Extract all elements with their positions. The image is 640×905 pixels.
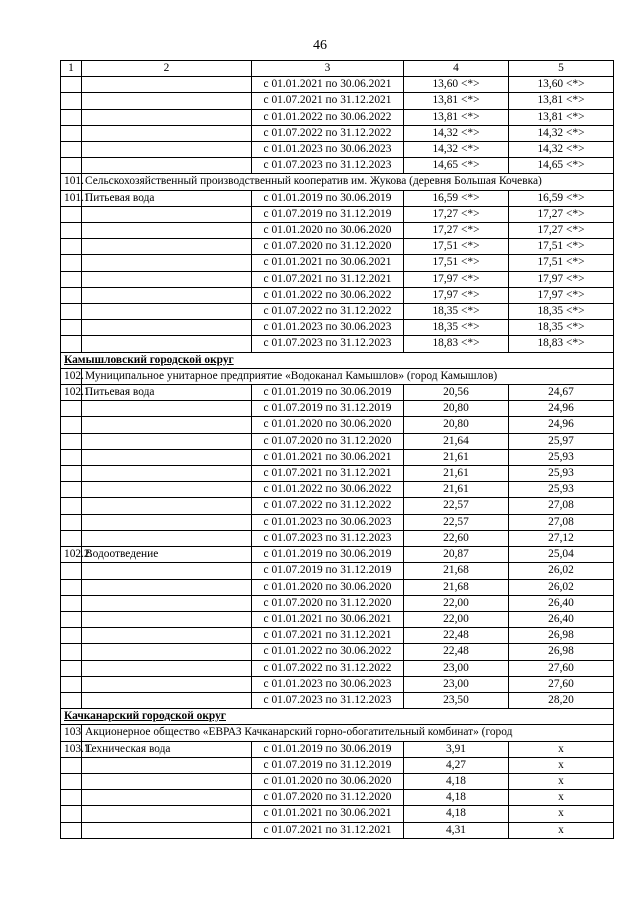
period-cell: с 01.01.2019 по 30.06.2019 <box>252 741 404 757</box>
table-row <box>61 692 614 708</box>
service-name: Питьевая вода <box>82 190 252 206</box>
org-number: 101. <box>61 174 82 190</box>
item-number <box>61 773 82 789</box>
tariff-value-col5: 24,96 <box>509 417 614 433</box>
period-cell: с 01.01.2022 по 30.06.2022 <box>252 287 404 303</box>
tariff-value-col5: х <box>509 773 614 789</box>
service-name <box>82 628 252 644</box>
item-number <box>61 77 82 93</box>
tariff-value-col5: 17,27 <*> <box>509 206 614 222</box>
item-number: 102.2. <box>61 547 82 563</box>
tariff-value-col4: 22,00 <box>404 595 509 611</box>
tariff-value-col4: 20,80 <box>404 417 509 433</box>
table-row <box>61 304 614 320</box>
tariff-value-col5: 26,98 <box>509 644 614 660</box>
tariff-value-col5: 26,40 <box>509 611 614 627</box>
table-row <box>61 125 614 141</box>
tariff-value-col4: 13,81 <*> <box>404 93 509 109</box>
service-name <box>82 287 252 303</box>
tariff-value-col4: 18,35 <*> <box>404 304 509 320</box>
tariff-value-col4: 14,65 <*> <box>404 158 509 174</box>
service-name <box>82 433 252 449</box>
column-header-row <box>61 61 614 77</box>
tariff-value-col4: 17,97 <*> <box>404 271 509 287</box>
period-cell: с 01.01.2022 по 30.06.2022 <box>252 644 404 660</box>
period-cell: с 01.07.2020 по 31.12.2020 <box>252 790 404 806</box>
period-cell: с 01.01.2023 по 30.06.2023 <box>252 676 404 692</box>
table-row <box>61 206 614 222</box>
organization-row <box>61 174 614 190</box>
service-name <box>82 466 252 482</box>
service-name <box>82 773 252 789</box>
table-row <box>61 611 614 627</box>
period-cell: с 01.07.2021 по 31.12.2021 <box>252 628 404 644</box>
tariff-value-col4: 20,87 <box>404 547 509 563</box>
tariff-value-col4: 4,31 <box>404 822 509 838</box>
tariff-value-col4: 23,50 <box>404 692 509 708</box>
tariff-table <box>60 60 614 839</box>
item-number <box>61 223 82 239</box>
tariff-value-col4: 21,61 <box>404 482 509 498</box>
table-row <box>61 239 614 255</box>
item-number <box>61 417 82 433</box>
period-cell: с 01.01.2019 по 30.06.2019 <box>252 190 404 206</box>
table-row <box>61 417 614 433</box>
service-name <box>82 336 252 352</box>
column-header: 3 <box>252 61 404 77</box>
table-row <box>61 498 614 514</box>
tariff-value-col5: 26,02 <box>509 579 614 595</box>
item-number <box>61 271 82 287</box>
page-number: 46 <box>313 38 327 53</box>
tariff-value-col4: 14,32 <*> <box>404 125 509 141</box>
service-name <box>82 676 252 692</box>
table-row <box>61 449 614 465</box>
item-number <box>61 433 82 449</box>
tariff-value-col5: 13,81 <*> <box>509 109 614 125</box>
service-name <box>82 417 252 433</box>
period-cell: с 01.01.2021 по 30.06.2021 <box>252 806 404 822</box>
tariff-value-col5: 18,83 <*> <box>509 336 614 352</box>
service-name <box>82 109 252 125</box>
tariff-value-col5: 13,60 <*> <box>509 77 614 93</box>
period-cell: с 01.01.2020 по 30.06.2020 <box>252 223 404 239</box>
tariff-value-col5: 27,08 <box>509 514 614 530</box>
period-cell: с 01.01.2020 по 30.06.2020 <box>252 417 404 433</box>
table-row <box>61 644 614 660</box>
column-header: 4 <box>404 61 509 77</box>
tariff-value-col4: 17,51 <*> <box>404 239 509 255</box>
service-name <box>82 498 252 514</box>
item-number <box>61 757 82 773</box>
tariff-value-col4: 23,00 <box>404 660 509 676</box>
table-row <box>61 676 614 692</box>
tariff-value-col5: 27,60 <box>509 660 614 676</box>
table-row <box>61 77 614 93</box>
service-name <box>82 660 252 676</box>
service-name <box>82 206 252 222</box>
period-cell: с 01.01.2023 по 30.06.2023 <box>252 320 404 336</box>
period-cell: с 01.07.2019 по 31.12.2019 <box>252 401 404 417</box>
table-row <box>61 822 614 838</box>
item-number <box>61 255 82 271</box>
service-name <box>82 125 252 141</box>
tariff-value-col5: 24,96 <box>509 401 614 417</box>
item-number: 101.1. <box>61 190 82 206</box>
service-name <box>82 77 252 93</box>
tariff-value-col4: 18,35 <*> <box>404 320 509 336</box>
item-number <box>61 109 82 125</box>
service-name <box>82 158 252 174</box>
period-cell: с 01.07.2020 по 31.12.2020 <box>252 595 404 611</box>
tariff-value-col5: х <box>509 757 614 773</box>
tariff-value-col5: 24,67 <box>509 385 614 401</box>
service-name <box>82 304 252 320</box>
item-number <box>61 660 82 676</box>
period-cell: с 01.07.2023 по 31.12.2023 <box>252 530 404 546</box>
tariff-value-col4: 21,68 <box>404 579 509 595</box>
tariff-value-col5: 26,40 <box>509 595 614 611</box>
tariff-value-col5: 27,08 <box>509 498 614 514</box>
period-cell: с 01.07.2020 по 31.12.2020 <box>252 433 404 449</box>
tariff-value-col4: 17,51 <*> <box>404 255 509 271</box>
item-number <box>61 449 82 465</box>
column-header: 1 <box>61 61 82 77</box>
table-row <box>61 547 614 563</box>
table-row <box>61 466 614 482</box>
table-row <box>61 595 614 611</box>
item-number <box>61 304 82 320</box>
tariff-value-col4: 23,00 <box>404 676 509 692</box>
period-cell: с 01.07.2023 по 31.12.2023 <box>252 158 404 174</box>
period-cell: с 01.01.2022 по 30.06.2022 <box>252 482 404 498</box>
tariff-value-col4: 17,27 <*> <box>404 223 509 239</box>
service-name <box>82 239 252 255</box>
period-cell: с 01.07.2023 по 31.12.2023 <box>252 336 404 352</box>
table-row <box>61 806 614 822</box>
tariff-value-col5: 17,27 <*> <box>509 223 614 239</box>
tariff-value-col4: 21,64 <box>404 433 509 449</box>
section-title: Качканарский городской округ <box>61 709 614 725</box>
item-number <box>61 563 82 579</box>
period-cell: с 01.07.2022 по 31.12.2022 <box>252 125 404 141</box>
tariff-value-col4: 20,56 <box>404 385 509 401</box>
item-number <box>61 595 82 611</box>
period-cell: с 01.07.2019 по 31.12.2019 <box>252 563 404 579</box>
period-cell: с 01.01.2023 по 30.06.2023 <box>252 514 404 530</box>
tariff-value-col5: 13,81 <*> <box>509 93 614 109</box>
period-cell: с 01.01.2020 по 30.06.2020 <box>252 579 404 595</box>
period-cell: с 01.07.2021 по 31.12.2021 <box>252 271 404 287</box>
period-cell: с 01.01.2020 по 30.06.2020 <box>252 773 404 789</box>
organization-row <box>61 725 614 741</box>
org-number: 102. <box>61 368 82 384</box>
item-number <box>61 466 82 482</box>
table-row <box>61 741 614 757</box>
item-number <box>61 692 82 708</box>
service-name <box>82 142 252 158</box>
period-cell: с 01.07.2020 по 31.12.2020 <box>252 239 404 255</box>
item-number <box>61 336 82 352</box>
period-cell: с 01.01.2023 по 30.06.2023 <box>252 142 404 158</box>
item-number <box>61 644 82 660</box>
service-name <box>82 644 252 660</box>
tariff-value-col5: 27,60 <box>509 676 614 692</box>
period-cell: с 01.01.2021 по 30.06.2021 <box>252 449 404 465</box>
tariff-value-col4: 13,81 <*> <box>404 109 509 125</box>
table-row <box>61 142 614 158</box>
tariff-value-col4: 13,60 <*> <box>404 77 509 93</box>
period-cell: с 01.01.2021 по 30.06.2021 <box>252 255 404 271</box>
service-name <box>82 790 252 806</box>
table-row <box>61 563 614 579</box>
tariff-value-col4: 20,80 <box>404 401 509 417</box>
period-cell: с 01.01.2022 по 30.06.2022 <box>252 109 404 125</box>
tariff-value-col4: 18,83 <*> <box>404 336 509 352</box>
tariff-value-col5: 25,04 <box>509 547 614 563</box>
period-cell: с 01.01.2021 по 30.06.2021 <box>252 77 404 93</box>
tariff-value-col4: 14,32 <*> <box>404 142 509 158</box>
tariff-value-col4: 22,48 <box>404 644 509 660</box>
tariff-value-col4: 22,57 <box>404 498 509 514</box>
table-row <box>61 223 614 239</box>
section-row <box>61 709 614 725</box>
table-row <box>61 628 614 644</box>
tariff-value-col5: 25,93 <box>509 482 614 498</box>
tariff-value-col4: 22,60 <box>404 530 509 546</box>
item-number: 103.1. <box>61 741 82 757</box>
column-header: 2 <box>82 61 252 77</box>
service-name <box>82 530 252 546</box>
period-cell: с 01.07.2022 по 31.12.2022 <box>252 660 404 676</box>
table-row <box>61 320 614 336</box>
tariff-value-col5: 14,65 <*> <box>509 158 614 174</box>
tariff-value-col4: 4,18 <box>404 790 509 806</box>
tariff-value-col4: 22,48 <box>404 628 509 644</box>
table-row <box>61 401 614 417</box>
period-cell: с 01.07.2022 по 31.12.2022 <box>252 304 404 320</box>
service-name <box>82 595 252 611</box>
service-name <box>82 255 252 271</box>
table-row <box>61 93 614 109</box>
service-name <box>82 271 252 287</box>
tariff-value-col5: 14,32 <*> <box>509 125 614 141</box>
tariff-value-col5: 17,51 <*> <box>509 239 614 255</box>
item-number <box>61 579 82 595</box>
table-row <box>61 530 614 546</box>
tariff-value-col5: 28,20 <box>509 692 614 708</box>
service-name <box>82 482 252 498</box>
service-name <box>82 822 252 838</box>
table-row <box>61 660 614 676</box>
item-number <box>61 498 82 514</box>
table-row <box>61 109 614 125</box>
period-cell: с 01.07.2019 по 31.12.2019 <box>252 757 404 773</box>
table-row <box>61 579 614 595</box>
tariff-value-col4: 4,27 <box>404 757 509 773</box>
tariff-value-col5: 25,93 <box>509 449 614 465</box>
section-title: Камышловский городской округ <box>61 352 614 368</box>
service-name <box>82 806 252 822</box>
service-name: Техническая вода <box>82 741 252 757</box>
tariff-value-col4: 22,00 <box>404 611 509 627</box>
tariff-value-col4: 21,61 <box>404 466 509 482</box>
tariff-value-col5: 25,93 <box>509 466 614 482</box>
tariff-value-col5: 18,35 <*> <box>509 320 614 336</box>
item-number <box>61 158 82 174</box>
item-number <box>61 287 82 303</box>
service-name <box>82 757 252 773</box>
period-cell: с 01.01.2019 по 30.06.2019 <box>252 547 404 563</box>
tariff-value-col4: 17,97 <*> <box>404 287 509 303</box>
tariff-value-col5: 18,35 <*> <box>509 304 614 320</box>
item-number <box>61 530 82 546</box>
table-row <box>61 773 614 789</box>
item-number <box>61 401 82 417</box>
table-row <box>61 433 614 449</box>
service-name <box>82 692 252 708</box>
tariff-value-col4: 3,91 <box>404 741 509 757</box>
table-row <box>61 190 614 206</box>
tariff-value-col5: 26,02 <box>509 563 614 579</box>
service-name <box>82 449 252 465</box>
item-number <box>61 239 82 255</box>
tariff-value-col5: х <box>509 822 614 838</box>
org-name: Муниципальное унитарное предприятие «Водоканал Камышлов» (город Камышлов) <box>82 368 614 384</box>
tariff-value-col4: 22,57 <box>404 514 509 530</box>
service-name: Водоотведение <box>82 547 252 563</box>
table-row <box>61 757 614 773</box>
service-name <box>82 401 252 417</box>
item-number <box>61 514 82 530</box>
tariff-value-col5: 17,97 <*> <box>509 287 614 303</box>
tariff-value-col4: 4,18 <box>404 806 509 822</box>
period-cell: с 01.01.2021 по 30.06.2021 <box>252 611 404 627</box>
period-cell: с 01.07.2022 по 31.12.2022 <box>252 498 404 514</box>
period-cell: с 01.07.2019 по 31.12.2019 <box>252 206 404 222</box>
tariff-value-col5: 14,32 <*> <box>509 142 614 158</box>
tariff-value-col4: 21,68 <box>404 563 509 579</box>
item-number <box>61 790 82 806</box>
table-row <box>61 514 614 530</box>
item-number <box>61 125 82 141</box>
org-number: 103 <box>61 725 82 741</box>
item-number <box>61 806 82 822</box>
item-number <box>61 676 82 692</box>
table-row <box>61 385 614 401</box>
period-cell: с 01.01.2019 по 30.06.2019 <box>252 385 404 401</box>
table-row <box>61 336 614 352</box>
item-number <box>61 93 82 109</box>
period-cell: с 01.07.2021 по 31.12.2021 <box>252 822 404 838</box>
service-name <box>82 223 252 239</box>
tariff-value-col5: х <box>509 806 614 822</box>
tariff-value-col5: 17,51 <*> <box>509 255 614 271</box>
service-name <box>82 320 252 336</box>
table-row <box>61 790 614 806</box>
tariff-value-col5: 17,97 <*> <box>509 271 614 287</box>
table-row <box>61 255 614 271</box>
column-header: 5 <box>509 61 614 77</box>
service-name <box>82 579 252 595</box>
service-name: Питьевая вода <box>82 385 252 401</box>
tariff-value-col5: 25,97 <box>509 433 614 449</box>
service-name <box>82 611 252 627</box>
item-number <box>61 320 82 336</box>
org-name: Акционерное общество «ЕВРАЗ Качканарский горно-обогатительный комбинат» (город <box>82 725 614 741</box>
service-name <box>82 93 252 109</box>
tariff-value-col4: 17,27 <*> <box>404 206 509 222</box>
period-cell: с 01.07.2021 по 31.12.2021 <box>252 93 404 109</box>
tariff-value-col4: 21,61 <box>404 449 509 465</box>
item-number <box>61 628 82 644</box>
table-row <box>61 287 614 303</box>
tariff-value-col5: 27,12 <box>509 530 614 546</box>
tariff-value-col5: 26,98 <box>509 628 614 644</box>
tariff-value-col4: 16,59 <*> <box>404 190 509 206</box>
tariff-value-col4: 4,18 <box>404 773 509 789</box>
item-number <box>61 611 82 627</box>
org-name: Сельскохозяйственный производственный кооператив им. Жукова (деревня Большая Кочевка) <box>82 174 614 190</box>
item-number <box>61 482 82 498</box>
service-name <box>82 563 252 579</box>
table-row <box>61 482 614 498</box>
period-cell: с 01.07.2021 по 31.12.2021 <box>252 466 404 482</box>
tariff-value-col5: х <box>509 741 614 757</box>
organization-row <box>61 368 614 384</box>
item-number <box>61 142 82 158</box>
item-number <box>61 206 82 222</box>
table-row <box>61 158 614 174</box>
item-number <box>61 822 82 838</box>
table-row <box>61 271 614 287</box>
tariff-value-col5: 16,59 <*> <box>509 190 614 206</box>
period-cell: с 01.07.2023 по 31.12.2023 <box>252 692 404 708</box>
service-name <box>82 514 252 530</box>
item-number: 102.1. <box>61 385 82 401</box>
tariff-value-col5: х <box>509 790 614 806</box>
section-row <box>61 352 614 368</box>
